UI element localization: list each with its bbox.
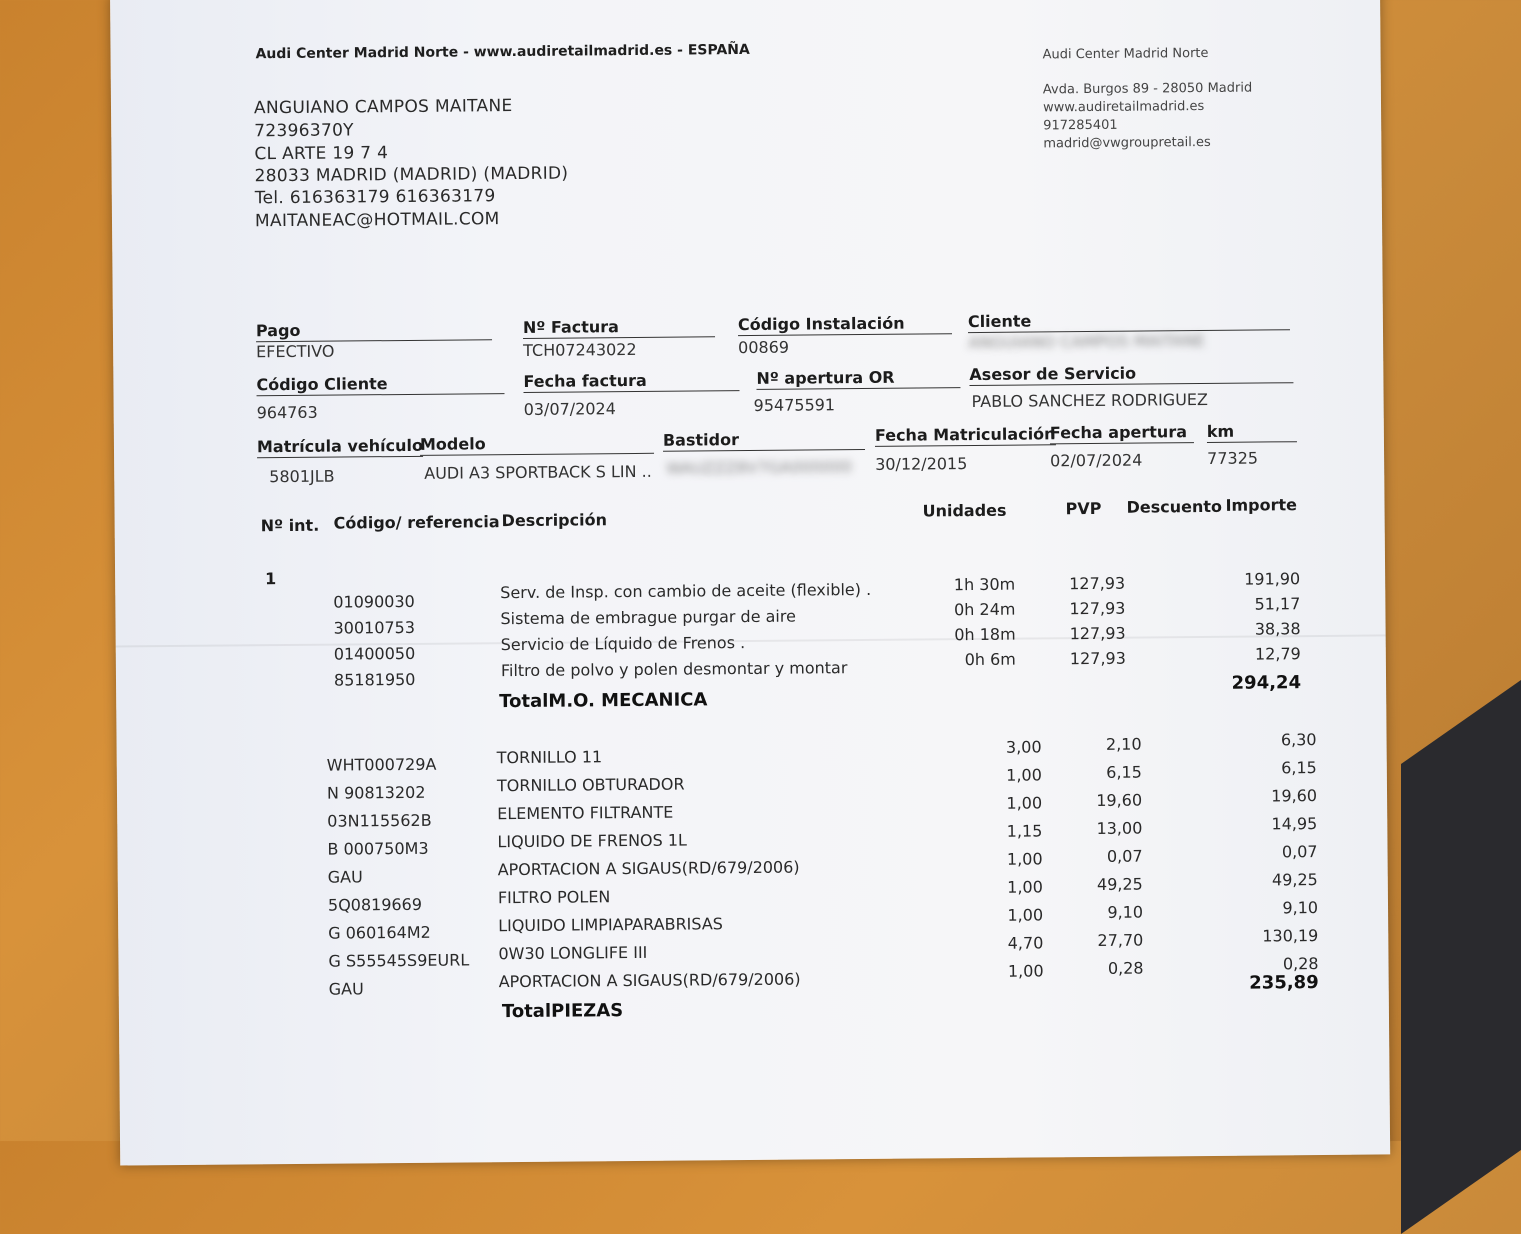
part-pvp: 6,15	[1106, 762, 1142, 782]
asesor-label: Asesor de Servicio	[969, 362, 1293, 386]
cliente-label: Cliente	[968, 309, 1290, 333]
part-code: GAU	[327, 867, 363, 887]
labor-pvp: 127,93	[1069, 573, 1126, 594]
labor-units: 1h 30m	[953, 574, 1016, 595]
labor-pvp: 127,93	[1069, 623, 1126, 644]
fecha-apertura-value: 02/07/2024	[1050, 450, 1143, 471]
part-units: 1,00	[1006, 765, 1042, 785]
fecha-matriculacion-value: 30/12/2015	[875, 454, 968, 474]
part-pvp: 9,10	[1107, 902, 1144, 922]
col-header-descuento: Descuento	[1126, 496, 1223, 517]
col-header-unidades: Unidades	[922, 500, 1007, 521]
cliente-value-redacted: ANGUIANO CAMPOS MAITANE	[968, 331, 1205, 353]
customer-tel: Tel. 616363179 616363179	[254, 186, 496, 209]
customer-email: MAITANEAC@HOTMAIL.COM	[254, 209, 500, 232]
part-description: APORTACION A SIGAUS(RD/679/2006)	[498, 969, 801, 992]
factura-label: Nº Factura	[523, 316, 715, 339]
part-units: 1,00	[1006, 793, 1043, 813]
part-code: N 90813202	[326, 782, 426, 803]
part-code: 03N115562B	[327, 810, 432, 831]
matricula-label: Matrícula vehículo	[256, 435, 424, 457]
labor-description: Servicio de Líquido de Frenos .	[500, 633, 746, 655]
matricula-value: 5801JLB	[269, 466, 335, 487]
part-code: WHT000729A	[326, 754, 437, 775]
modelo-value: AUDI A3 SPORTBACK S LIN ..	[424, 461, 652, 483]
part-description: LIQUIDO DE FRENOS 1L	[497, 830, 687, 852]
group-number: 1	[265, 569, 277, 589]
fecha-apertura-label: Fecha apertura	[1050, 422, 1194, 444]
col-header-codigo: Código/ referencia	[333, 512, 500, 533]
labor-code: 85181950	[333, 669, 416, 690]
labor-importe: 191,90	[1244, 569, 1301, 589]
fecha-factura-value: 03/07/2024	[523, 399, 616, 419]
col-header-descripcion: Descripción	[501, 510, 608, 531]
labor-description: Serv. de Insp. con cambio de aceite (flexible) .	[500, 579, 872, 603]
dealer-web: www.audiretailmadrid.es	[1042, 98, 1205, 116]
labor-units: 0h 6m	[964, 649, 1016, 670]
labor-importe: 51,17	[1254, 594, 1301, 614]
labor-pvp: 127,93	[1069, 648, 1126, 669]
part-importe: 14,95	[1271, 814, 1318, 834]
part-description: FILTRO POLEN	[497, 887, 611, 908]
part-units: 3,00	[1005, 737, 1042, 757]
labor-importe: 38,38	[1254, 619, 1301, 639]
apertura-or-label: Nº apertura OR	[756, 367, 960, 390]
part-code: G S55545S9EURL	[328, 950, 470, 971]
col-header-importe: Importe	[1225, 495, 1298, 515]
labor-description: Filtro de polvo y polen desmontar y montar	[500, 658, 848, 681]
instalacion-label: Código Instalación	[738, 313, 952, 336]
part-units: 1,00	[1007, 877, 1043, 897]
invoice-paper	[110, 0, 1390, 1165]
part-units: 1,15	[1006, 821, 1043, 841]
bastidor-value-redacted: WAUZZZ8V7GA000000	[666, 457, 853, 478]
fecha-factura-label: Fecha factura	[523, 370, 739, 393]
part-code: 5Q0819669	[327, 894, 423, 915]
dealer-header-line: Audi Center Madrid Norte - www.audiretailmadrid.es - ESPAÑA	[255, 41, 750, 63]
part-pvp: 2,10	[1105, 734, 1142, 754]
customer-name: ANGUIANO CAMPOS MAITANE	[253, 96, 513, 119]
part-importe: 6,30	[1280, 730, 1317, 750]
instalacion-value: 00869	[738, 337, 790, 358]
part-importe: 9,10	[1282, 898, 1319, 918]
dealer-address: Avda. Burgos 89 - 28050 Madrid	[1042, 80, 1253, 98]
labor-pvp: 127,93	[1069, 598, 1126, 619]
customer-city: 28033 MADRID (MADRID) (MADRID)	[254, 163, 569, 187]
parts-total-value: 235,89	[1249, 972, 1319, 994]
apertura-or-value: 95475591	[753, 395, 836, 415]
part-importe: 0,28	[1282, 954, 1319, 974]
part-importe: 130,19	[1262, 926, 1319, 946]
labor-units: 0h 18m	[954, 624, 1016, 645]
customer-street: CL ARTE 19 7 4	[254, 143, 389, 165]
modelo-label: Modelo	[420, 433, 654, 456]
labor-total-label: TotalM.O. MECANICA	[499, 689, 708, 713]
part-code: GAU	[328, 979, 364, 999]
bastidor-label: Bastidor	[663, 429, 865, 452]
col-header-nint: Nº int.	[260, 515, 320, 536]
part-code: B 000750M3	[327, 838, 429, 859]
part-pvp: 49,25	[1096, 874, 1143, 894]
labor-total-value: 294,24	[1231, 672, 1302, 694]
factura-value: TCH07243022	[523, 339, 637, 360]
fecha-matriculacion-label: Fecha Matriculación	[874, 424, 1056, 445]
labor-units: 0h 24m	[953, 599, 1016, 620]
part-pvp: 0,07	[1106, 846, 1143, 866]
dealer-phone: 917285401	[1043, 117, 1118, 134]
parts-total-label: TotalPIEZAS	[501, 1000, 624, 1023]
part-description: TORNILLO 11	[496, 747, 603, 768]
part-importe: 6,15	[1281, 758, 1317, 778]
pago-label: Pago	[256, 319, 492, 342]
part-units: 1,00	[1007, 961, 1044, 981]
part-description: 0W30 LONGLIFE III	[498, 942, 648, 964]
codigo-cliente-value: 964763	[256, 402, 318, 423]
part-importe: 19,60	[1271, 786, 1318, 806]
asesor-value: PABLO SANCHEZ RODRIGUEZ	[971, 389, 1209, 412]
km-value: 77325	[1207, 448, 1259, 468]
labor-code: 01400050	[333, 643, 416, 664]
part-units: 1,00	[1007, 905, 1044, 925]
customer-id: 72396370Y	[254, 120, 354, 142]
part-description: APORTACION A SIGAUS(RD/679/2006)	[497, 857, 800, 880]
part-pvp: 13,00	[1096, 818, 1143, 838]
part-pvp: 0,28	[1107, 958, 1144, 978]
dealer-email: madrid@vwgroupretail.es	[1043, 134, 1211, 152]
part-units: 4,70	[1007, 933, 1044, 953]
part-description: LIQUIDO LIMPIAPARABRISAS	[498, 914, 723, 936]
km-label: km	[1207, 421, 1297, 443]
part-description: ELEMENTO FILTRANTE	[497, 802, 674, 824]
labor-description: Sistema de embrague purgar de aire	[500, 606, 796, 629]
table-edge-shadow	[1401, 680, 1521, 1234]
pago-value: EFECTIVO	[256, 341, 335, 362]
dealer-name: Audi Center Madrid Norte	[1042, 45, 1209, 63]
col-header-pvp: PVP	[1065, 498, 1102, 519]
labor-importe: 12,79	[1254, 644, 1301, 664]
part-pvp: 19,60	[1096, 790, 1143, 810]
labor-code: 01090030	[333, 591, 415, 612]
part-units: 1,00	[1006, 849, 1043, 869]
part-importe: 0,07	[1281, 842, 1318, 862]
part-description: TORNILLO OBTURADOR	[496, 774, 685, 796]
part-importe: 49,25	[1271, 870, 1318, 890]
part-code: G 060164M2	[328, 922, 431, 943]
labor-code: 30010753	[333, 617, 416, 638]
part-pvp: 27,70	[1097, 930, 1144, 950]
codigo-cliente-label: Código Cliente	[256, 373, 504, 396]
